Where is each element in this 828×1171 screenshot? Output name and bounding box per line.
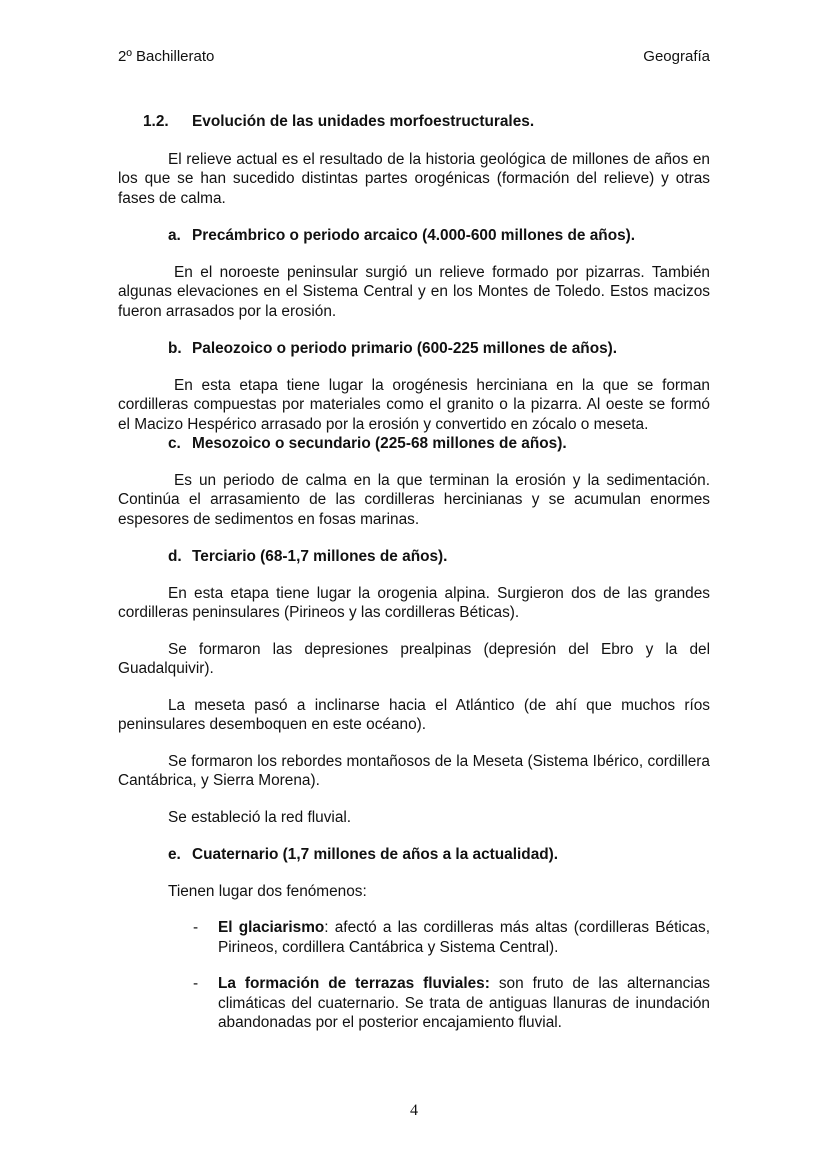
subsection-title: Cuaternario (1,7 millones de años a la actualidad). <box>192 846 559 863</box>
list-bullet: - <box>193 919 199 936</box>
intro-paragraph: El relieve actual es el resultado de la historia geológica de millones de años en los que se han sucedido distintas partes orogénicas (formación del relieve) y otras fases de calma. <box>118 150 710 207</box>
subsection-heading-e <box>168 845 710 865</box>
subsection-heading-a <box>168 226 710 246</box>
page-number: 4 <box>410 1102 418 1119</box>
section-number: 1.2. <box>143 113 169 130</box>
list-item-description: : afectó a las cordilleras más altas (cordilleras Béticas, Pirineos, cordillera Cantábrica y Sistema Central). <box>218 919 710 956</box>
paragraph: Se formaron los rebordes montañosos de la Meseta (Sistema Ibérico, cordillera Cantábrica, y Sierra Morena). <box>118 752 710 789</box>
list-bullet: - <box>193 975 199 992</box>
list-item-term: La formación de terrazas fluviales: <box>218 975 490 992</box>
section-heading <box>143 112 710 132</box>
paragraph: En el noroeste peninsular surgió un relieve formado por pizarras. También algunas elevaciones en el Sistema Central y en los Montes de Toledo. Estos macizos fueron arrasados por la erosión. <box>118 263 710 320</box>
paragraph: En esta etapa tiene lugar la orogénesis herciniana en la que se forman cordilleras compuestas por materiales como el granito o la pizarra. Al oeste se formó el Macizo Hespérico arrasado por la erosión y convertido en zócalo o meseta. <box>118 376 710 433</box>
list-item-term: El glaciarismo <box>218 919 325 936</box>
subsection-letter: e. <box>168 846 181 863</box>
subsection-heading-c <box>168 434 710 454</box>
subsection-letter: b. <box>168 340 182 357</box>
list-item-text <box>218 918 710 957</box>
subsection-letter: d. <box>168 548 182 565</box>
list-item-description: son fruto de las alternancias climáticas del cuaternario. Se trata de antiguas llanuras de inundación abandonadas por el posterior encajamiento fluvial. <box>218 975 710 1031</box>
paragraph: Es un periodo de calma en la que terminan la erosión y la sedimentación. Continúa el arrasamiento de las cordilleras hercinianas y se acumulan enormes espesores de sedimentos en fosas marinas. <box>118 471 710 528</box>
paragraph: Tienen lugar dos fenómenos: <box>168 882 367 900</box>
subsection-title: Mesozoico o secundario (225-68 millones de años). <box>192 435 567 452</box>
paragraph: Se formaron las depresiones prealpinas (depresión del Ebro y la del Guadalquivir). <box>118 640 710 677</box>
list-item <box>193 918 710 957</box>
paragraph: Se estableció la red fluvial. <box>168 808 352 826</box>
document-body <box>118 112 710 1033</box>
subsection-letter: a. <box>168 227 181 244</box>
paragraph: En esta etapa tiene lugar la orogenia alpina. Surgieron dos de las grandes cordilleras peninsulares (Pirineos y las cordilleras Béticas). <box>118 584 710 621</box>
subsection-heading-b <box>168 339 710 359</box>
subsection-letter: c. <box>168 435 181 452</box>
subsection-title: Precámbrico o periodo arcaico (4.000-600 millones de años). <box>192 227 636 244</box>
paragraph: La meseta pasó a inclinarse hacia el Atlántico (de ahí que muchos ríos peninsulares desemboquen en este océano). <box>118 696 710 733</box>
section-title: Evolución de las unidades morfoestructurales. <box>192 113 535 130</box>
subsection-heading-d <box>168 547 710 567</box>
subsection-title: Terciario (68-1,7 millones de años). <box>192 548 448 565</box>
header-subject: Geografía <box>643 48 710 65</box>
list-item <box>193 974 710 1033</box>
subsection-title: Paleozoico o periodo primario (600-225 millones de años). <box>192 340 618 357</box>
header-course: 2º Bachillerato <box>118 48 215 65</box>
list-item-text <box>218 974 710 1033</box>
